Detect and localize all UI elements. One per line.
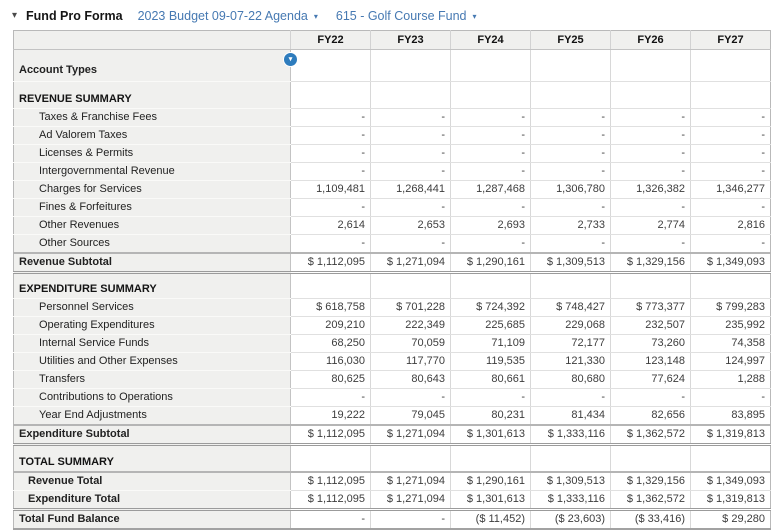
value-cell: ($ 23,603) bbox=[531, 509, 611, 529]
row-label: Taxes & Franchise Fees bbox=[14, 108, 291, 126]
value-cell: - bbox=[291, 144, 371, 162]
value-cell: $ 1,309,513 bbox=[531, 253, 611, 273]
value-cell: 1,288 bbox=[691, 371, 771, 389]
row-label: Other Revenues bbox=[14, 216, 291, 234]
value-cell bbox=[291, 50, 371, 82]
value-cell: 1,287,468 bbox=[451, 180, 531, 198]
value-cell: 2,693 bbox=[451, 216, 531, 234]
value-cell: $ 618,758 bbox=[291, 299, 371, 317]
value-cell: - bbox=[291, 198, 371, 216]
value-cell: 71,109 bbox=[451, 335, 531, 353]
value-cell: 70,059 bbox=[371, 335, 451, 353]
table-row bbox=[14, 162, 771, 180]
account-types-cell bbox=[14, 50, 291, 82]
value-cell: 80,231 bbox=[451, 407, 531, 426]
table-row bbox=[14, 445, 771, 454]
chevron-down-icon: ▾ bbox=[472, 11, 477, 21]
value-cell: - bbox=[371, 108, 451, 126]
value-cell: $ 799,283 bbox=[691, 299, 771, 317]
fund-dropdown[interactable] bbox=[336, 9, 477, 23]
value-cell: 117,770 bbox=[371, 353, 451, 371]
value-cell: 1,346,277 bbox=[691, 180, 771, 198]
value-cell bbox=[611, 281, 691, 299]
value-cell: 80,661 bbox=[451, 371, 531, 389]
value-cell bbox=[291, 82, 371, 91]
table-row bbox=[14, 353, 771, 371]
value-cell: ($ 11,452) bbox=[451, 509, 531, 529]
chevron-down-icon: ▾ bbox=[313, 11, 318, 21]
value-cell: 81,434 bbox=[531, 407, 611, 426]
value-cell: $ 1,301,613 bbox=[451, 425, 531, 445]
value-cell: - bbox=[451, 234, 531, 253]
row-label: TOTAL SUMMARY bbox=[14, 454, 291, 472]
value-cell: $ 1,362,572 bbox=[611, 490, 691, 509]
value-cell bbox=[371, 91, 451, 109]
value-cell bbox=[611, 91, 691, 109]
value-cell: - bbox=[451, 162, 531, 180]
account-types-row bbox=[14, 50, 771, 82]
table-row bbox=[14, 299, 771, 317]
value-cell bbox=[291, 454, 371, 472]
top-bar bbox=[0, 0, 780, 30]
value-cell: 1,268,441 bbox=[371, 180, 451, 198]
value-cell bbox=[611, 445, 691, 454]
row-label: Ad Valorem Taxes bbox=[14, 126, 291, 144]
value-cell bbox=[291, 281, 371, 299]
value-cell: 68,250 bbox=[291, 335, 371, 353]
table-row bbox=[14, 509, 771, 529]
column-header-fy23: FY23 bbox=[371, 31, 451, 50]
value-cell: - bbox=[291, 126, 371, 144]
row-label: REVENUE SUMMARY bbox=[14, 91, 291, 109]
value-cell bbox=[451, 91, 531, 109]
value-cell: 235,992 bbox=[691, 317, 771, 335]
table-row bbox=[14, 389, 771, 407]
value-cell: - bbox=[371, 126, 451, 144]
value-cell bbox=[691, 50, 771, 82]
value-cell: - bbox=[531, 162, 611, 180]
value-cell: 222,349 bbox=[371, 317, 451, 335]
value-cell: - bbox=[691, 162, 771, 180]
value-cell: - bbox=[531, 144, 611, 162]
value-cell: 121,330 bbox=[531, 353, 611, 371]
row-label: Revenue Subtotal bbox=[14, 253, 291, 273]
filter-dropdown-icon[interactable]: ▾ bbox=[283, 52, 298, 67]
value-cell: $ 1,329,156 bbox=[611, 253, 691, 273]
value-cell: 116,030 bbox=[291, 353, 371, 371]
value-cell: 19,222 bbox=[291, 407, 371, 426]
value-cell: - bbox=[531, 126, 611, 144]
value-cell: - bbox=[291, 509, 371, 529]
value-cell: 72,177 bbox=[531, 335, 611, 353]
budget-dropdown[interactable] bbox=[138, 9, 318, 23]
value-cell: - bbox=[531, 108, 611, 126]
row-label: Operating Expenditures bbox=[14, 317, 291, 335]
value-cell bbox=[291, 91, 371, 109]
value-cell: $ 1,112,095 bbox=[291, 425, 371, 445]
value-cell bbox=[451, 82, 531, 91]
value-cell: $ 1,319,813 bbox=[691, 490, 771, 509]
table-row bbox=[14, 144, 771, 162]
value-cell: $ 1,290,161 bbox=[451, 253, 531, 273]
value-cell bbox=[451, 281, 531, 299]
value-cell: ($ 33,416) bbox=[611, 509, 691, 529]
table-row bbox=[14, 335, 771, 353]
value-cell bbox=[691, 272, 771, 281]
column-header-fy22: FY22 bbox=[291, 31, 371, 50]
value-cell: 1,326,382 bbox=[611, 180, 691, 198]
row-label: Contributions to Operations bbox=[14, 389, 291, 407]
value-cell bbox=[531, 82, 611, 91]
value-cell: - bbox=[451, 144, 531, 162]
table-row bbox=[14, 407, 771, 426]
value-cell: 80,643 bbox=[371, 371, 451, 389]
fund-dropdown-label: 615 - Golf Course Fund bbox=[335, 9, 467, 23]
value-cell: - bbox=[451, 108, 531, 126]
value-cell: 74,358 bbox=[691, 335, 771, 353]
value-cell: 80,625 bbox=[291, 371, 371, 389]
pro-forma-table-wrap bbox=[13, 30, 771, 530]
value-cell: - bbox=[451, 389, 531, 407]
row-label: Internal Service Funds bbox=[14, 335, 291, 353]
value-cell: - bbox=[531, 389, 611, 407]
corner-header bbox=[14, 31, 291, 50]
value-cell: - bbox=[611, 144, 691, 162]
value-cell bbox=[371, 281, 451, 299]
table-row bbox=[14, 234, 771, 253]
value-cell: - bbox=[691, 389, 771, 407]
value-cell: 229,068 bbox=[531, 317, 611, 335]
value-cell: 119,535 bbox=[451, 353, 531, 371]
row-label bbox=[14, 272, 291, 281]
value-cell bbox=[611, 454, 691, 472]
value-cell: - bbox=[291, 162, 371, 180]
value-cell: - bbox=[691, 198, 771, 216]
value-cell bbox=[451, 50, 531, 82]
value-cell: - bbox=[691, 144, 771, 162]
column-header-fy25: FY25 bbox=[531, 31, 611, 50]
row-label: Expenditure Subtotal bbox=[14, 425, 291, 445]
value-cell bbox=[371, 50, 451, 82]
table-row bbox=[14, 91, 771, 109]
table-row bbox=[14, 82, 771, 91]
value-cell bbox=[531, 50, 611, 82]
table-row bbox=[14, 425, 771, 445]
value-cell: - bbox=[531, 198, 611, 216]
column-header-fy24: FY24 bbox=[451, 31, 531, 50]
value-cell: $ 748,427 bbox=[531, 299, 611, 317]
table-row bbox=[14, 126, 771, 144]
value-cell: - bbox=[611, 389, 691, 407]
value-cell: $ 1,271,094 bbox=[371, 253, 451, 273]
value-cell: 2,816 bbox=[691, 216, 771, 234]
row-label: Licenses & Permits bbox=[14, 144, 291, 162]
value-cell: $ 1,333,116 bbox=[531, 490, 611, 509]
value-cell bbox=[531, 91, 611, 109]
value-cell: 1,306,780 bbox=[531, 180, 611, 198]
value-cell: 79,045 bbox=[371, 407, 451, 426]
value-cell bbox=[691, 281, 771, 299]
value-cell: 225,685 bbox=[451, 317, 531, 335]
value-cell: - bbox=[371, 144, 451, 162]
table-row bbox=[14, 198, 771, 216]
value-cell: 232,507 bbox=[611, 317, 691, 335]
table-row bbox=[14, 216, 771, 234]
table-row bbox=[14, 253, 771, 273]
value-cell: $ 1,271,094 bbox=[371, 425, 451, 445]
value-cell: $ 1,309,513 bbox=[531, 472, 611, 491]
value-cell: $ 1,349,093 bbox=[691, 253, 771, 273]
value-cell: $ 1,271,094 bbox=[371, 472, 451, 491]
value-cell: - bbox=[531, 234, 611, 253]
value-cell bbox=[371, 82, 451, 91]
row-label: Revenue Total bbox=[14, 472, 291, 491]
value-cell: $ 1,112,095 bbox=[291, 490, 371, 509]
row-label bbox=[14, 445, 291, 454]
table-row bbox=[14, 454, 771, 472]
value-cell: 73,260 bbox=[611, 335, 691, 353]
value-cell: - bbox=[611, 234, 691, 253]
value-cell: 82,656 bbox=[611, 407, 691, 426]
row-label: Personnel Services bbox=[14, 299, 291, 317]
value-cell: $ 701,228 bbox=[371, 299, 451, 317]
value-cell: 2,614 bbox=[291, 216, 371, 234]
pro-forma-table bbox=[13, 30, 771, 530]
value-cell: - bbox=[291, 108, 371, 126]
table-row bbox=[14, 472, 771, 491]
value-cell bbox=[371, 445, 451, 454]
value-cell: 209,210 bbox=[291, 317, 371, 335]
row-label: Total Fund Balance bbox=[14, 509, 291, 529]
value-cell: - bbox=[611, 108, 691, 126]
header-row bbox=[14, 31, 771, 50]
value-cell: 1,109,481 bbox=[291, 180, 371, 198]
account-types-label: Account Types bbox=[19, 64, 98, 76]
value-cell bbox=[611, 272, 691, 281]
value-cell bbox=[691, 82, 771, 91]
value-cell bbox=[451, 445, 531, 454]
value-cell: $ 1,290,161 bbox=[451, 472, 531, 491]
value-cell: 124,997 bbox=[691, 353, 771, 371]
value-cell: - bbox=[611, 126, 691, 144]
value-cell: $ 1,333,116 bbox=[531, 425, 611, 445]
value-cell: 123,148 bbox=[611, 353, 691, 371]
row-label: Utilities and Other Expenses bbox=[14, 353, 291, 371]
row-label: Fines & Forfeitures bbox=[14, 198, 291, 216]
table-row bbox=[14, 108, 771, 126]
row-label bbox=[14, 82, 291, 91]
value-cell bbox=[531, 272, 611, 281]
value-cell: 2,653 bbox=[371, 216, 451, 234]
value-cell bbox=[611, 82, 691, 91]
value-cell: - bbox=[691, 108, 771, 126]
value-cell bbox=[691, 454, 771, 472]
row-label: Intergovernmental Revenue bbox=[14, 162, 291, 180]
row-label: Expenditure Total bbox=[14, 490, 291, 509]
value-cell bbox=[371, 272, 451, 281]
value-cell bbox=[531, 454, 611, 472]
value-cell: - bbox=[691, 234, 771, 253]
value-cell: $ 1,301,613 bbox=[451, 490, 531, 509]
value-cell: $ 1,329,156 bbox=[611, 472, 691, 491]
budget-dropdown-label: 2023 Budget 09-07-22 Agenda bbox=[137, 9, 308, 23]
value-cell: $ 1,319,813 bbox=[691, 425, 771, 445]
value-cell: - bbox=[611, 198, 691, 216]
value-cell bbox=[291, 445, 371, 454]
value-cell: - bbox=[611, 162, 691, 180]
value-cell: - bbox=[371, 162, 451, 180]
row-label: Charges for Services bbox=[14, 180, 291, 198]
column-header-fy26: FY26 bbox=[611, 31, 691, 50]
value-cell bbox=[691, 445, 771, 454]
value-cell: $ 1,271,094 bbox=[371, 490, 451, 509]
collapse-caret-icon[interactable]: ▾ bbox=[12, 10, 18, 21]
page-title: Fund Pro Forma bbox=[26, 9, 123, 23]
value-cell: - bbox=[371, 389, 451, 407]
value-cell bbox=[611, 50, 691, 82]
row-label: Year End Adjustments bbox=[14, 407, 291, 426]
value-cell: $ 773,377 bbox=[611, 299, 691, 317]
row-label: EXPENDITURE SUMMARY bbox=[14, 281, 291, 299]
table-row bbox=[14, 317, 771, 335]
value-cell: $ 1,112,095 bbox=[291, 253, 371, 273]
value-cell: - bbox=[371, 234, 451, 253]
value-cell: - bbox=[291, 234, 371, 253]
value-cell bbox=[451, 454, 531, 472]
value-cell bbox=[691, 91, 771, 109]
column-header-fy27: FY27 bbox=[691, 31, 771, 50]
value-cell: $ 1,112,095 bbox=[291, 472, 371, 491]
row-label: Transfers bbox=[14, 371, 291, 389]
value-cell: - bbox=[371, 198, 451, 216]
value-cell: - bbox=[291, 389, 371, 407]
value-cell: $ 29,280 bbox=[691, 509, 771, 529]
table-row bbox=[14, 371, 771, 389]
value-cell: 80,680 bbox=[531, 371, 611, 389]
table-row bbox=[14, 272, 771, 281]
value-cell bbox=[451, 272, 531, 281]
value-cell bbox=[371, 454, 451, 472]
value-cell: - bbox=[691, 126, 771, 144]
value-cell: $ 1,349,093 bbox=[691, 472, 771, 491]
value-cell: 83,895 bbox=[691, 407, 771, 426]
value-cell: - bbox=[451, 198, 531, 216]
row-label: Other Sources bbox=[14, 234, 291, 253]
value-cell: 77,624 bbox=[611, 371, 691, 389]
value-cell bbox=[531, 445, 611, 454]
table-row bbox=[14, 490, 771, 509]
value-cell: 2,774 bbox=[611, 216, 691, 234]
table-row bbox=[14, 281, 771, 299]
value-cell: $ 1,362,572 bbox=[611, 425, 691, 445]
value-cell bbox=[531, 281, 611, 299]
value-cell: $ 724,392 bbox=[451, 299, 531, 317]
value-cell bbox=[291, 272, 371, 281]
table-row bbox=[14, 180, 771, 198]
value-cell: - bbox=[451, 126, 531, 144]
value-cell: - bbox=[371, 509, 451, 529]
value-cell: 2,733 bbox=[531, 216, 611, 234]
